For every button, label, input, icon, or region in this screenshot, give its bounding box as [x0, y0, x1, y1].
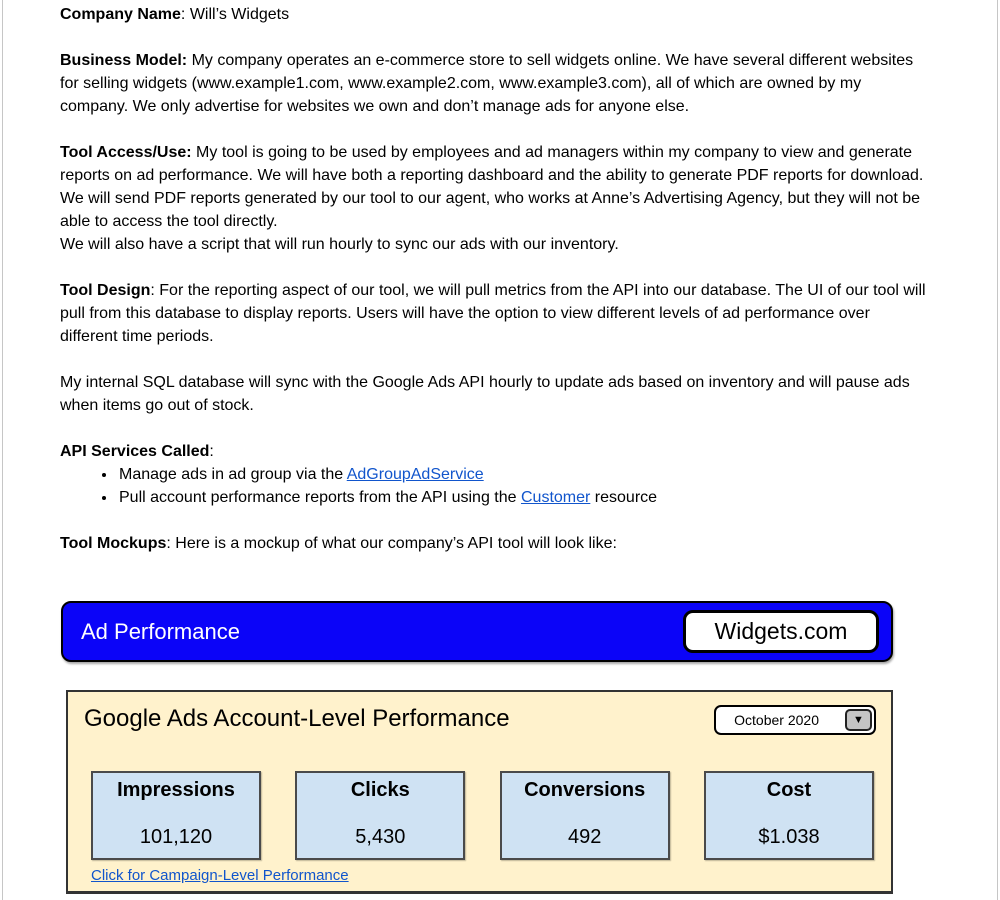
- api-services-colon: :: [209, 443, 214, 460]
- metric-card-conversions: [500, 771, 670, 860]
- company-name-value: : Will’s Widgets: [180, 6, 290, 23]
- metric-value: $1.038: [758, 826, 820, 848]
- tool-access-text: My tool is going to be used by employees and ad managers within my company to view and generate reports on ad performance. We will have both a reporting dashboard and the ability to generate PDF reports for download. We will send PDF reports generated by our tool to our agent, who works at Anne’s Advertising Agency, but they will not be able to access the tool directly.: [60, 144, 924, 230]
- metric-label: Impressions: [117, 779, 235, 801]
- widgets-site-button[interactable]: Widgets.com: [683, 610, 879, 653]
- campaign-level-performance-link[interactable]: Click for Campaign-Level Performance: [91, 867, 349, 884]
- customer-resource-link[interactable]: Customer: [520, 489, 591, 506]
- mockup-header-bar: [61, 601, 893, 662]
- bullet-text: Manage ads in ad group via the: [119, 466, 347, 483]
- tool-access-label: Tool Access/Use:: [60, 144, 192, 161]
- api-services-label: API Services Called: [60, 443, 210, 460]
- tool-access-paragraph: [60, 141, 930, 256]
- business-model-text: My company operates an e-commerce store to sell widgets online. We have several different websites for selling widgets (www.example1.com, www.example2.com, www.example3.com), all of which are owned by my company. We only advertise for websites we own and don’t manage ads for anyone else.: [60, 52, 914, 115]
- bullet-text: Pull account performance reports from the API using the: [119, 489, 521, 506]
- metric-card-cost: [704, 771, 874, 860]
- tool-design-label: Tool Design: [60, 282, 151, 299]
- metric-label: Clicks: [350, 779, 410, 801]
- document-body: [60, 3, 930, 578]
- date-range-value: October 2020: [734, 712, 819, 728]
- metric-label: Cost: [766, 779, 812, 801]
- tool-mockups-text: : Here is a mockup of what our company’s API tool will look like:: [166, 535, 617, 552]
- business-model-paragraph: [60, 49, 930, 118]
- metric-value: 5,430: [355, 826, 406, 848]
- account-performance-panel: [66, 690, 893, 894]
- metric-label: Conversions: [524, 779, 646, 801]
- bullet-text-suffix: resource: [590, 489, 658, 506]
- metric-cards-row: [91, 771, 874, 860]
- metric-card-impressions: [91, 771, 261, 860]
- adgroupadservice-link[interactable]: AdGroupAdService: [346, 466, 484, 483]
- business-model-label: Business Model:: [60, 52, 188, 69]
- panel-title: Google Ads Account-Level Performance: [84, 705, 510, 732]
- tool-design-text: : For the reporting aspect of our tool, we will pull metrics from the API into our database. The UI of our tool will pull from this database to display reports. Users will have the option to view different levels of ad performance over different time periods.: [60, 282, 926, 345]
- page-edge-left: [2, 0, 3, 900]
- company-name-label: Company Name: [60, 6, 181, 23]
- list-item: [117, 486, 930, 509]
- tool-mockups-label: Tool Mockups: [60, 535, 167, 552]
- chevron-down-icon[interactable]: ▼: [845, 709, 872, 731]
- panel-header-row: [68, 692, 891, 735]
- metric-value: 492: [567, 826, 602, 848]
- tool-design-paragraph: [60, 279, 930, 348]
- metric-value: 101,120: [139, 826, 213, 848]
- mockup-app-title: Ad Performance: [81, 618, 240, 644]
- company-name-line: [60, 3, 930, 26]
- api-services-heading: [60, 440, 930, 463]
- tool-mockups-paragraph: [60, 532, 930, 555]
- tool-access-text-2: We will also have a script that will run hourly to sync our ads with our inventory.: [60, 236, 619, 253]
- api-services-list: [60, 463, 930, 509]
- metric-card-clicks: [295, 771, 465, 860]
- list-item: [117, 463, 930, 486]
- page-edge-right: [997, 0, 998, 900]
- sql-sync-paragraph: My internal SQL database will sync with the Google Ads API hourly to update ads based on inventory and will pause ads when items go out of stock.: [60, 374, 910, 414]
- date-range-dropdown[interactable]: [714, 705, 876, 735]
